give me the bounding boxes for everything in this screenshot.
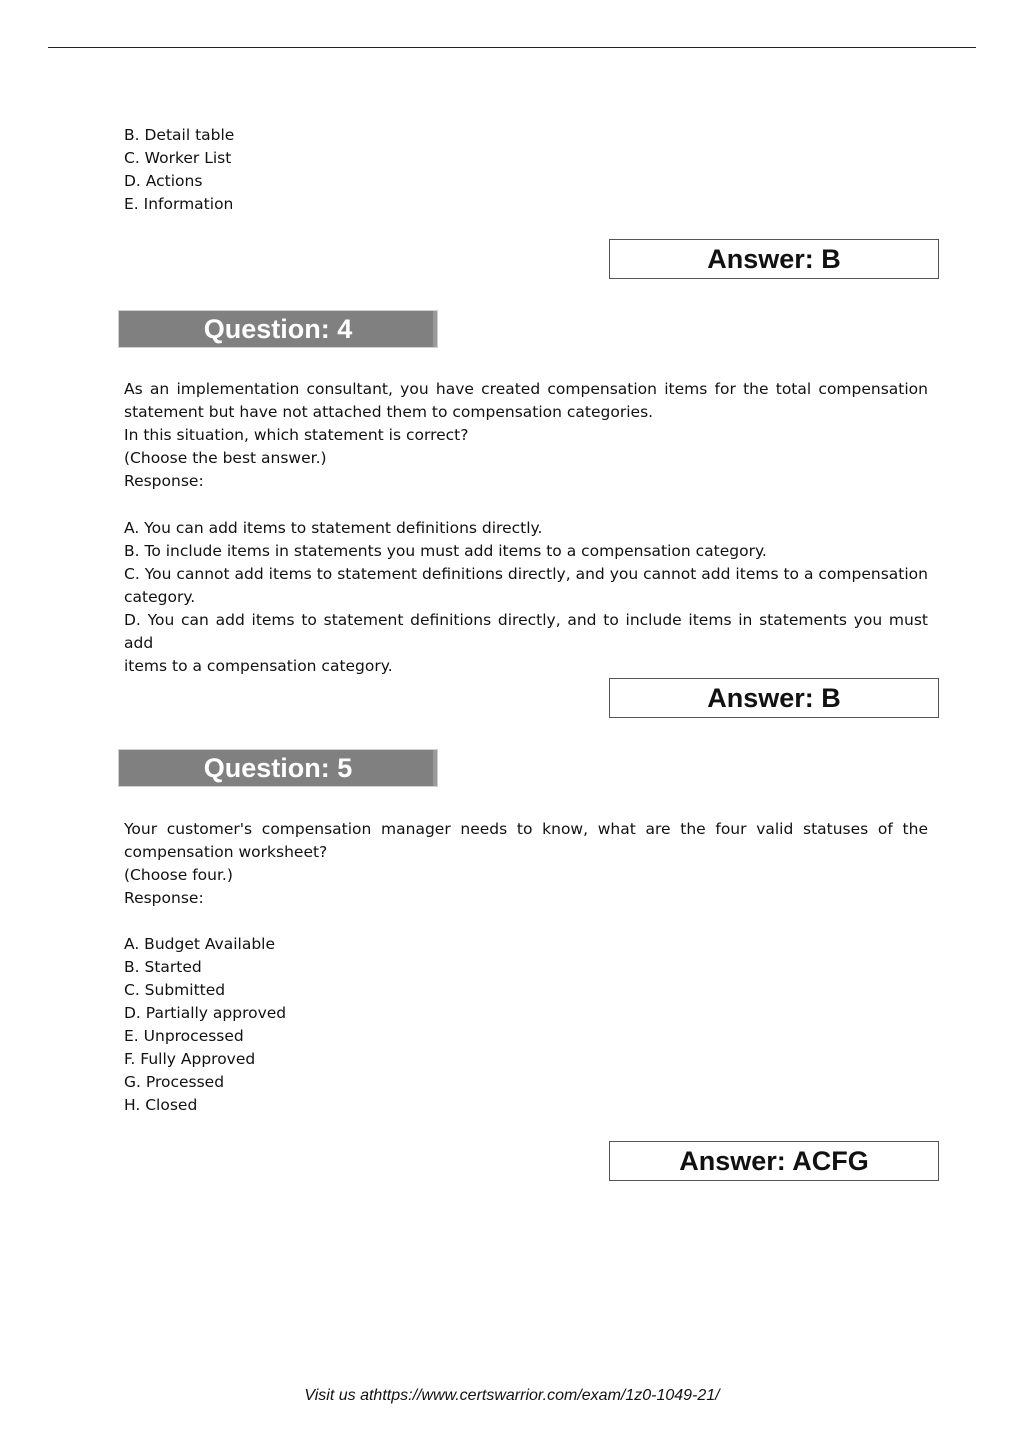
q3-option-e: E. Information: [124, 195, 234, 213]
q3-answer-box: Answer: B: [609, 239, 939, 279]
q4-option-c-line1: C. You cannot add items to statement definitions directly, and you cannot add items to a compensation: [124, 565, 928, 583]
q5-option-e: E. Unprocessed: [124, 1027, 244, 1045]
q5-option-h: H. Closed: [124, 1096, 198, 1114]
q5-stem: [124, 818, 928, 910]
q4-stem-line: As an implementation consultant, you have created compensation items for the total compensation: [124, 380, 928, 398]
q3-option-c: C. Worker List: [124, 149, 232, 167]
q5-stem-line: (Choose four.): [124, 866, 233, 884]
q4-option-c-line2: category.: [124, 588, 196, 606]
q4-option-a: A. You can add items to statement definitions directly.: [124, 519, 543, 537]
header-rule: [48, 47, 976, 48]
q4-stem-line: (Choose the best answer.): [124, 449, 327, 467]
q5-stem-line: compensation worksheet?: [124, 843, 328, 861]
q4-stem: [124, 378, 928, 493]
q4-options: [124, 517, 928, 678]
q4-title-banner: Question: 4: [118, 310, 438, 348]
q5-option-g: G. Processed: [124, 1073, 225, 1091]
q4-option-b: B. To include items in statements you must add items to a compensation category.: [124, 542, 767, 560]
q5-stem-line: Your customer's compensation manager needs to know, what are the four valid statuses of the: [124, 820, 928, 838]
q4-response-label: Response:: [124, 472, 204, 490]
q4-option-d-line2: items to a compensation category.: [124, 657, 393, 675]
q5-answer-box: Answer: ACFG: [609, 1141, 939, 1181]
q5-title-banner: Question: 5: [118, 749, 438, 787]
q3-option-b: B. Detail table: [124, 126, 235, 144]
footer-link-text[interactable]: Visit us athttps://www.certswarrior.com/exam/1z0-1049-21/: [304, 1387, 720, 1404]
q3-option-d: D. Actions: [124, 172, 203, 190]
q5-option-b: B. Started: [124, 958, 202, 976]
q4-answer-box: Answer: B: [609, 678, 939, 718]
q5-option-d: D. Partially approved: [124, 1004, 287, 1022]
q5-response-label: Response:: [124, 889, 204, 907]
q5-option-a: A. Budget Available: [124, 935, 276, 953]
q4-stem-line: In this situation, which statement is correct?: [124, 426, 469, 444]
q5-option-c: C. Submitted: [124, 981, 226, 999]
q4-stem-line: statement but have not attached them to compensation categories.: [124, 403, 654, 421]
q5-option-f: F. Fully Approved: [124, 1050, 256, 1068]
q4-option-d-line1: D. You can add items to statement definitions directly, and to include items in statements you must add: [124, 611, 928, 652]
